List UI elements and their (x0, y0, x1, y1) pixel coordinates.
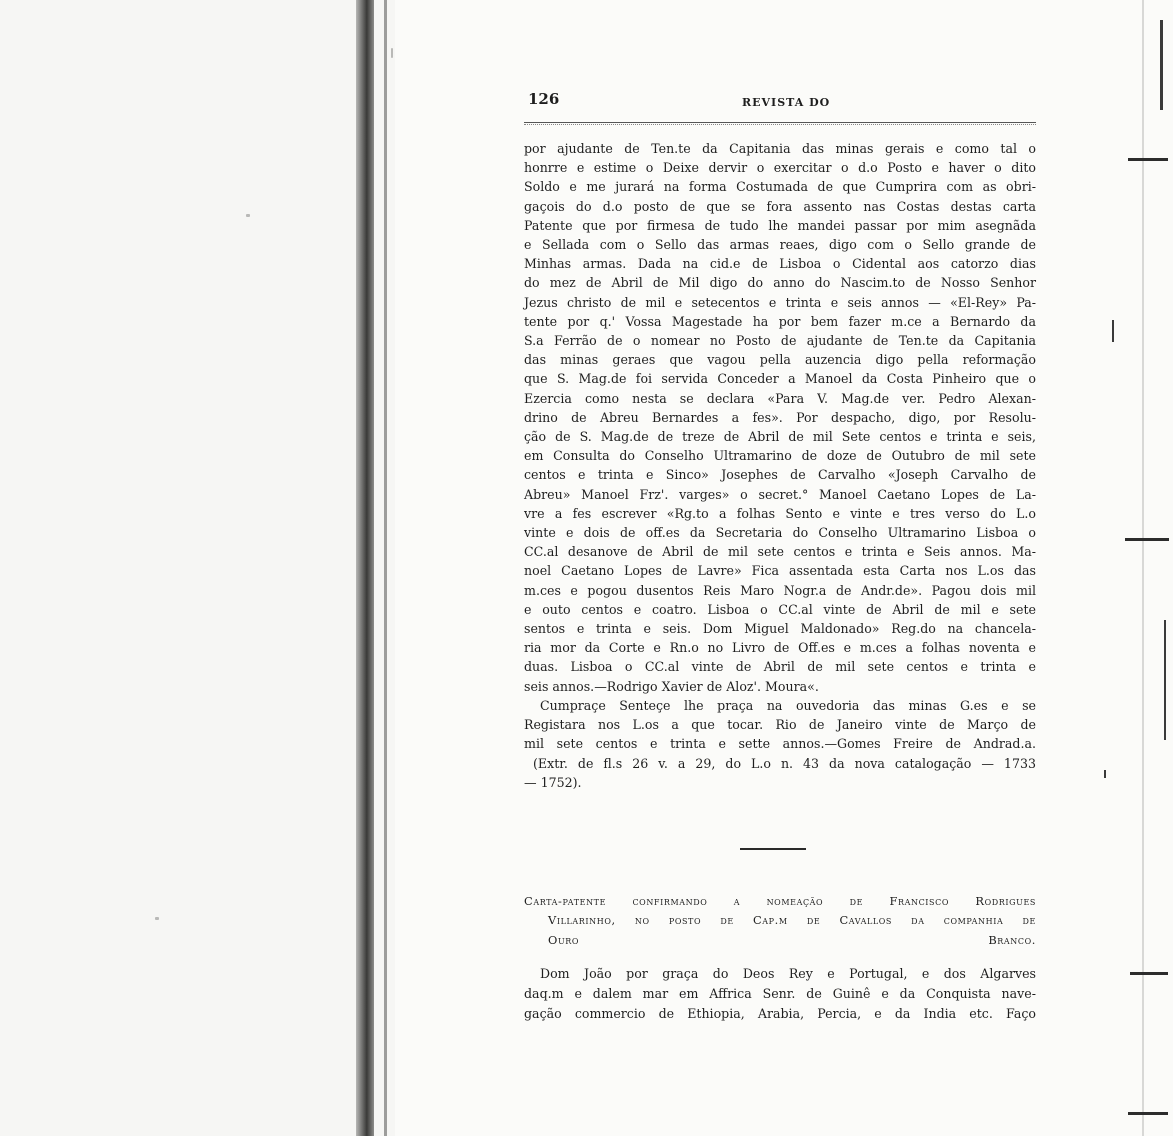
running-head (524, 90, 1036, 112)
text-line: Registara nos L.os a que tocar. Rio de Janeiro vinte de Março de (524, 717, 1036, 733)
text-line: CC.al desanove de Abril de mil sete centos e trinta e Seis annos. Ma- (524, 544, 1036, 560)
text-line: Minhas armas. Dada na cid.e de Lisboa o Cidental aos catorzo dias (524, 256, 1036, 272)
text-line: ria mor da Corte e Rn.o no Livro de Off.es e m.ces a folhas noventa e (524, 640, 1036, 656)
scan-speck (246, 214, 250, 217)
scan-speck (155, 917, 159, 920)
edge-mark (1160, 20, 1163, 110)
text-line: por ajudante de Ten.te da Capitania das minas gerais e como tal o (524, 141, 1036, 156)
text-line: Abreu» Manoel Frz'. varges» o secret.° Manoel Caetano Lopes de La- (524, 486, 1036, 502)
text-line: Cumpraçe Senteçe lhe praça na ouvedoria das minas G.es e se (540, 697, 1036, 713)
edge-mark (1130, 972, 1168, 975)
body-text (524, 139, 1036, 792)
text-line: S.a Ferrão de o nomear no Posto de ajudante de Ten.te da Capitania (524, 333, 1036, 349)
text-line: do mez de Abril de Mil digo do anno do Nascim.to de Nosso Senhor (524, 275, 1036, 291)
text-line: que S. Mag.de foi servida Conceder a Manoel da Costa Pinheiro que o (524, 371, 1036, 387)
book-spine-line (384, 0, 387, 1136)
edge-mark (1125, 538, 1169, 541)
edge-mark (1128, 158, 1168, 161)
text-line: gação commercio de Ethiopia, Arabia, Percia, e da India etc. Faço (524, 1005, 1036, 1021)
section-divider (740, 848, 806, 850)
text-line: vre a fes escrever «Rg.to a folhas Sento e vinte e tres verso do L.o (524, 505, 1036, 521)
book-spine-shadow (356, 0, 374, 1136)
text-line: das minas geraes que vagou pella auzencia digo pella reformação (524, 352, 1036, 368)
text-line: seis annos.—Rodrigo Xavier de Aloz'. Moura«. (524, 678, 819, 694)
text-line: Ezercia como nesta se declara «Para V. Mag.de ver. Pedro Alexan- (524, 390, 1036, 406)
heading-line: Villarinho, no posto de Cap.m de Cavallos da companhia de (548, 913, 1036, 928)
text-line: vinte e dois de off.es da Secretaria do Conselho Ultramarino Lisboa o (524, 525, 1036, 541)
text-line: sentos e trinta e seis. Dom Miguel Maldonado» Reg.do na chancela- (524, 621, 1036, 637)
book-gutter (0, 0, 395, 1136)
header-rule (524, 122, 1036, 125)
edge-mark (1164, 620, 1166, 740)
heading-line: Carta-patente confirmando a nomeação de Francisco Rodrigues (524, 893, 1036, 908)
text-line: ção de S. Mag.de de treze de Abril de mil Sete centos e trinta e seis, (524, 429, 1036, 445)
text-line: tente por q.' Vossa Magestade ha por bem fazer m.ce a Bernardo da (524, 313, 1036, 329)
text-line: centos e trinta e Sinco» Josephes de Carvalho «Joseph Carvalho de (524, 467, 1036, 483)
text-line: daq.m e dalem mar em Affrica Senr. de Guinê e da Conquista nave- (524, 986, 1036, 1001)
text-line: duas. Lisboa o CC.al vinte de Abril de mil sete centos e trinta e (524, 659, 1036, 675)
heading-line: Ouro Branco. (548, 932, 1036, 947)
scan-speck (391, 48, 393, 58)
section-body (524, 964, 1036, 1023)
text-line: mil sete centos e trinta e sette annos.—Gomes Freire de Andrad.a. (524, 736, 1036, 752)
text-line: honrre e estime o Deixe dervir o exercitar o d.o Posto e haver o dito (524, 160, 1036, 176)
section-heading (524, 892, 1036, 951)
source-note: — 1752). (524, 774, 582, 790)
text-line: noel Caetano Lopes de Lavre» Fica assentada esta Carta nos L.os das (524, 563, 1036, 579)
text-line: e outo centos e coatro. Lisboa o CC.al vinte de Abril de mil e sete (524, 601, 1036, 617)
book-page (524, 90, 1036, 1023)
page-edge (1142, 0, 1144, 1136)
running-head-title: REVISTA DO (742, 96, 831, 109)
text-line: em Consulta do Conselho Ultramarino de doze de Outubro de mil sete (524, 448, 1036, 464)
source-note: (Extr. de fl.s 26 v. a 29, do L.o n. 43 da nova catalogação — 1733 (533, 755, 1036, 771)
edge-mark (1128, 1112, 1168, 1115)
page-number: 126 (528, 90, 560, 108)
text-line: Jezus christo de mil e setecentos e trinta e seis annos — «El-Rey» Pa- (524, 294, 1036, 310)
text-line: Soldo e me jurará na forma Costumada de que Cumprira com as obri- (524, 179, 1036, 195)
text-line: Patente que por firmesa de tudo lhe mandei passar por mim asegnãda (524, 217, 1036, 233)
edge-mark (1104, 770, 1106, 778)
text-line: Dom João por graça do Deos Rey e Portugal, e dos Algarves (540, 966, 1036, 982)
text-line: e Sellada com o Sello das armas reaes, digo com o Sello grande de (524, 237, 1036, 253)
text-line: drino de Abreu Bernardes a fes». Por despacho, digo, por Resolu- (524, 409, 1036, 425)
text-line: gaçois do d.o posto de que se fora assento nas Costas destas carta (524, 198, 1036, 214)
edge-mark (1112, 320, 1114, 342)
text-line: m.ces e pogou dusentos Reis Maro Nogr.a de Andr.de». Pagou dois mil (524, 582, 1036, 598)
